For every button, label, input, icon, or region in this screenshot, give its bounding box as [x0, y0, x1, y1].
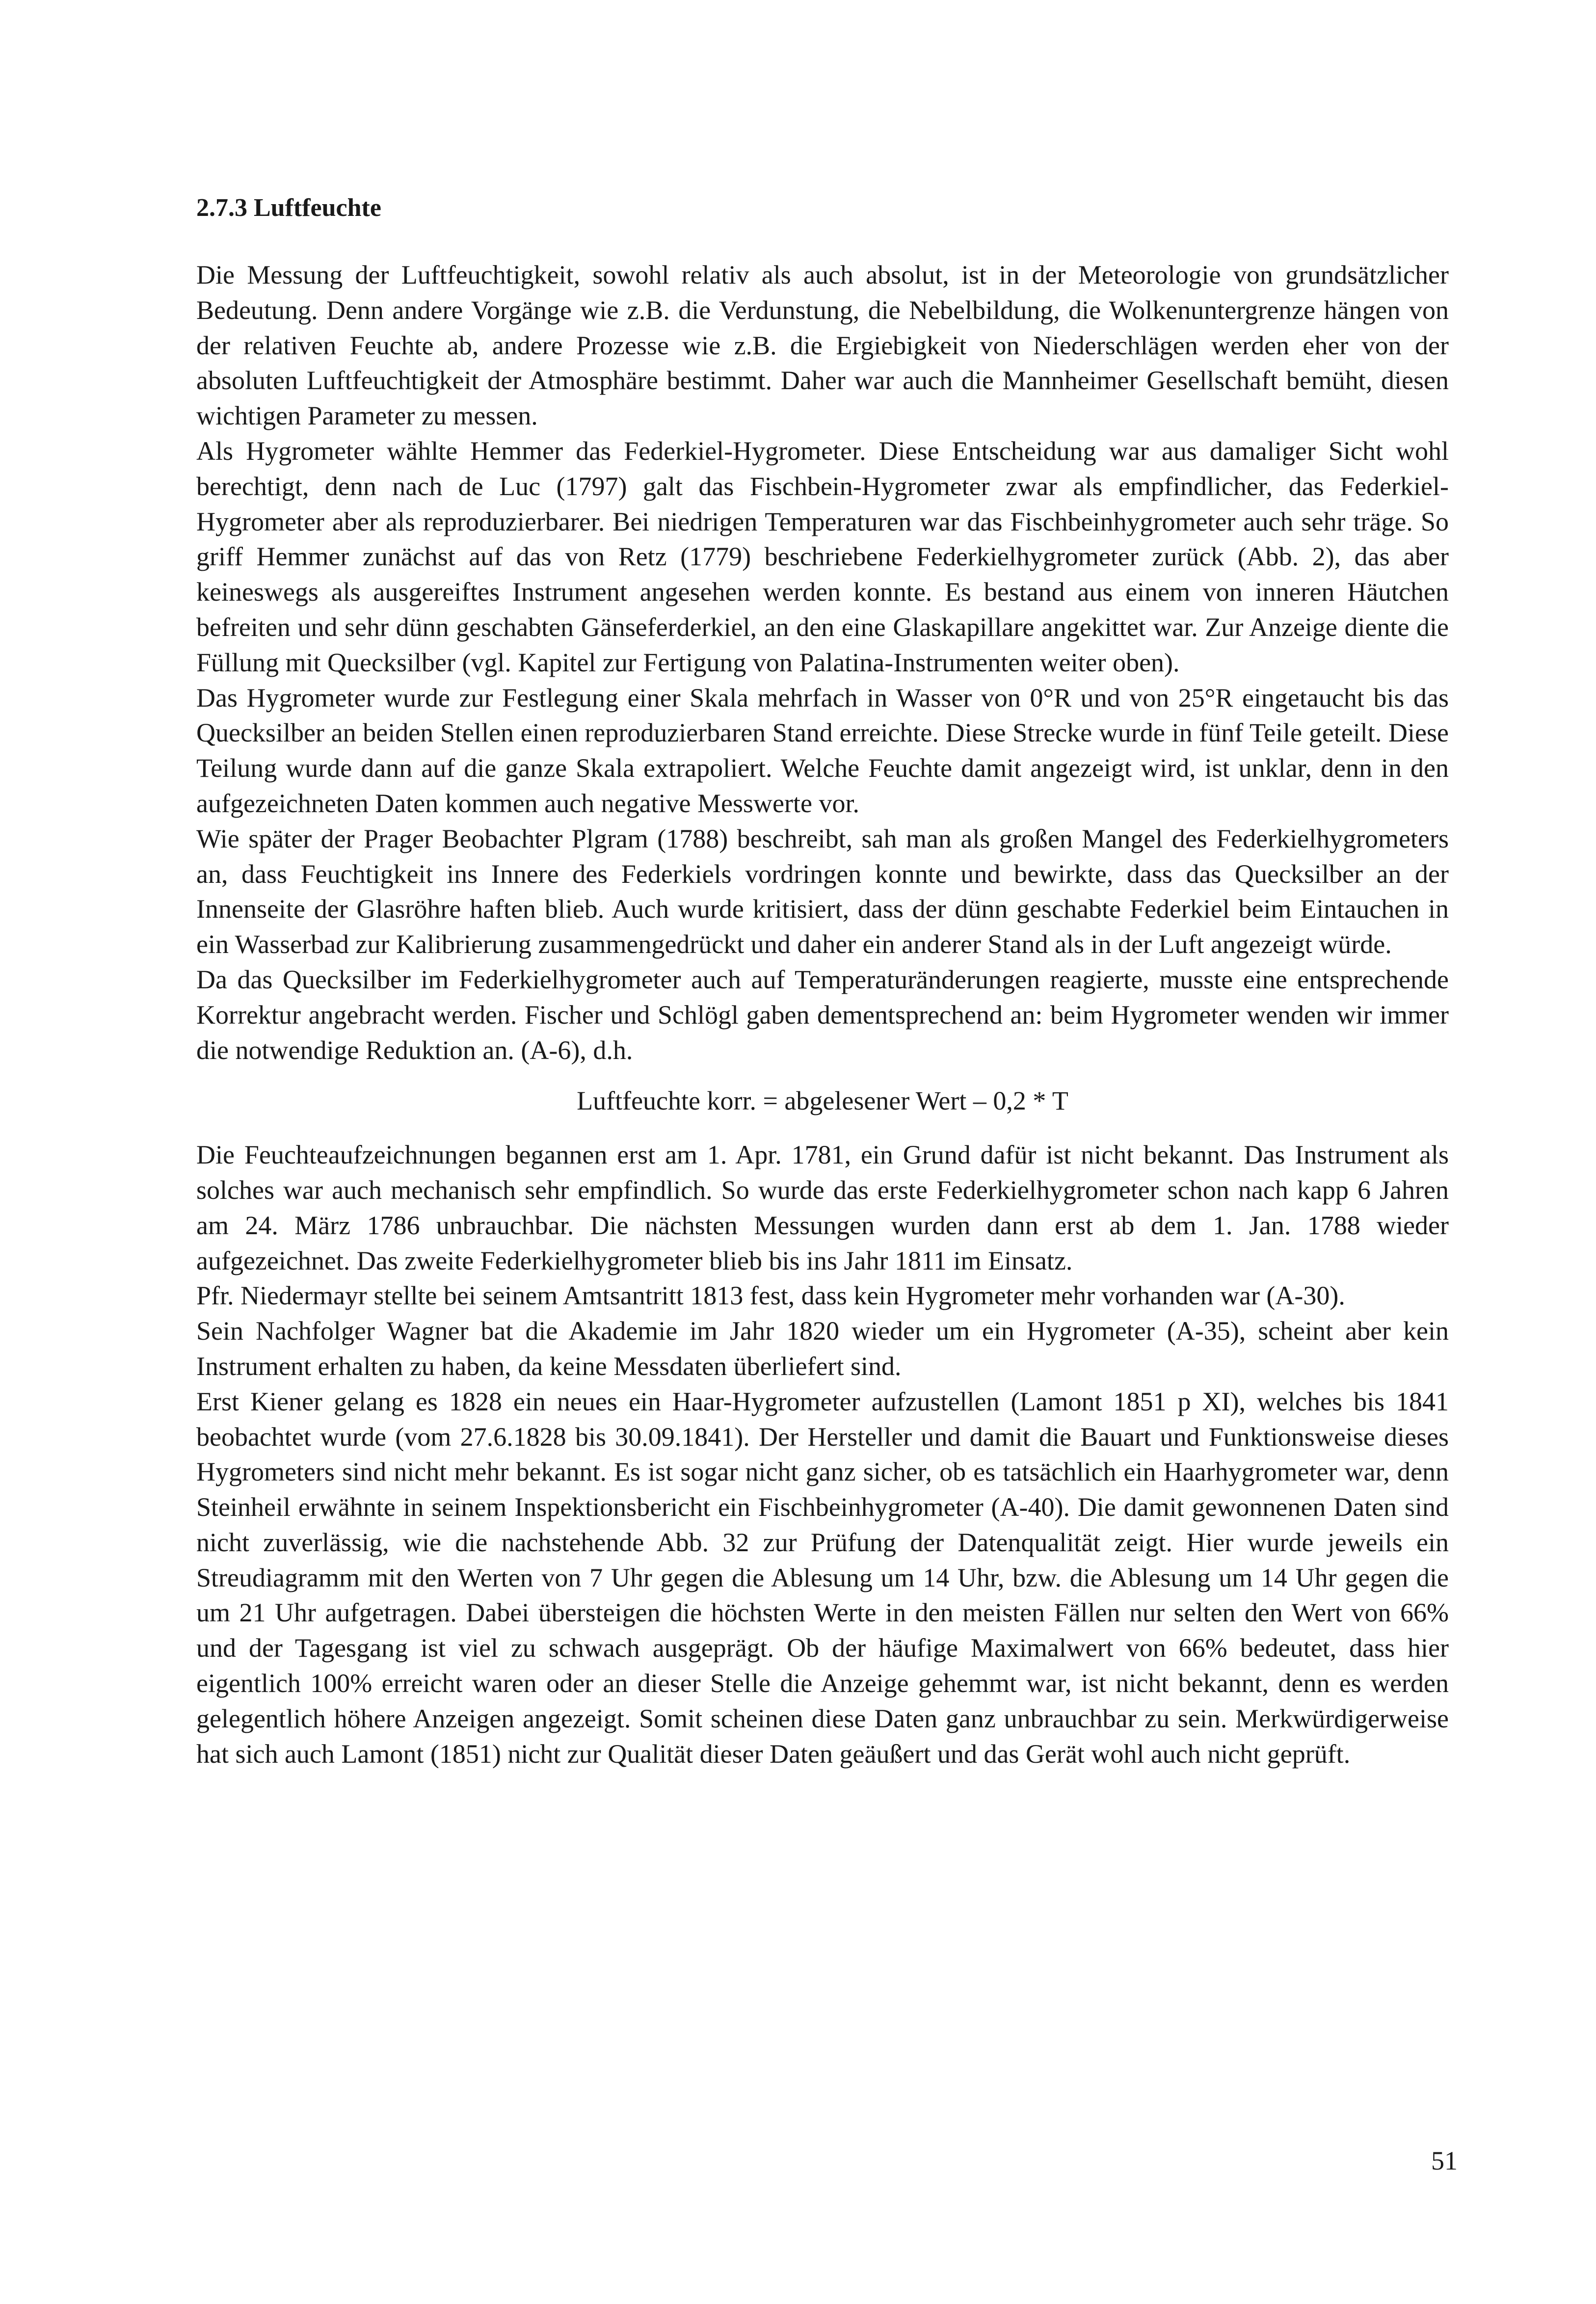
paragraph: Sein Nachfolger Wagner bat die Akademie im Jahr 1820 wieder um ein Hygrometer (A-35), scheint aber kein Instrument erhalten zu haben, da keine Messdaten überliefert sind.: [196, 1316, 1449, 1381]
paragraph: Da das Quecksilber im Federkielhygrometer auch auf Temperaturänderungen reagierte, musste eine entsprechende Korrektur angebracht werden. Fischer und Schlögl gaben dementsprechend an: beim Hygrometer wenden wir immer die notwendige Reduktion an. (A-6), d.h.: [196, 964, 1449, 1065]
paragraph: Die Messung der Luftfeuchtigkeit, sowohl relativ als auch absolut, ist in der Meteorologie von grundsätzlicher Bedeutung. Denn andere Vorgänge wie z.B. die Verdunstung, die Nebelbildung, die Wolkenuntergrenze hängen von der relativen Feuchte ab, andere Prozesse wie z.B. die Ergiebigkeit von Niederschlägen werden eher von der absoluten Luftfeuchtigkeit der Atmosphäre bestimmt. Daher war auch die Mannheimer Gesellschaft bemüht, diesen wichtigen Parameter zu messen.: [196, 260, 1449, 431]
paragraph: Pfr. Niedermayr stellte bei seinem Amtsantritt 1813 fest, dass kein Hygrometer mehr vorhanden war (A-30).: [196, 1281, 1345, 1311]
page-number: 51: [1431, 2146, 1458, 2175]
section-heading: 2.7.3 Luftfeuchte: [196, 194, 381, 222]
correction-formula: Luftfeuchte korr. = abgelesener Wert – 0,2 * T: [577, 1086, 1068, 1116]
paragraph: Die Feuchteaufzeichnungen begannen erst am 1. Apr. 1781, ein Grund dafür ist nicht bekannt. Das Instrument als solches war auch mechanisch sehr empfindlich. So wurde das erste Federkielhygrometer schon nach kapp 6 Jahren am 24. März 1786 unbrauchbar. Die nächsten Messungen wurden dann erst ab dem 1. Jan. 1788 wieder aufgezeichnet. Das zweite Federkielhygrometer blieb bis ins Jahr 1811 im Einsatz.: [196, 1140, 1449, 1275]
paragraph: Als Hygrometer wählte Hemmer das Federkiel-Hygrometer. Diese Entscheidung war aus damaliger Sicht wohl berechtigt, denn nach de Luc (1797) galt das Fischbein-Hygrometer zwar als empfindlicher, das Federkiel-Hygrometer aber als reproduzierbarer. Bei niedrigen Temperaturen war das Fischbeinhygrometer auch sehr träge. So griff Hemmer zunächst auf das von Retz (1779) beschriebene Federkielhygrometer zurück (Abb. 2), das aber keineswegs als ausgereiftes Instrument angesehen werden konnte. Es bestand aus einem von inneren Häutchen befreiten und sehr dünn geschabten Gänseferderkiel, an den eine Glaskapillare angekittet war. Zur Anzeige diente die Füllung mit Quecksilber (vgl. Kapitel zur Fertigung von Palatina-Instrumenten weiter oben).: [196, 436, 1449, 677]
paragraph: Erst Kiener gelang es 1828 ein neues ein Haar-Hygrometer aufzustellen (Lamont 1851 p XI), welches bis 1841 beobachtet wurde (vom 27.6.1828 bis 30.09.1841). Der Hersteller und damit die Bauart und Funktionsweise dieses Hygrometers sind nicht mehr bekannt. Es ist sogar nicht ganz sicher, ob es tatsächlich ein Haarhygrometer war, denn Steinheil erwähnte in seinem Inspektionsbericht ein Fischbeinhygrometer (A-40). Die damit gewonnenen Daten sind nicht zuverlässig, wie die nachstehende Abb. 32 zur Prüfung der Datenqualität zeigt. Hier wurde jeweils ein Streudiagramm mit den Werten von 7 Uhr gegen die Ablesung um 14 Uhr, bzw. die Ablesung um 14 Uhr gegen die um 21 Uhr aufgetragen. Dabei übersteigen die höchsten Werte in den meisten Fällen nur selten den Wert von 66% und der Tagesgang ist viel zu schwach ausgeprägt. Ob der häufige Maximalwert von 66% bedeutet, dass hier eigentlich 100% erreicht waren oder an dieser Stelle die Anzeige gehemmt war, ist nicht bekannt, denn es werden gelegentlich höhere Anzeigen angezeigt. Somit scheinen diese Daten ganz unbrauchbar zu sein. Merkwürdigerweise hat sich auch Lamont (1851) nicht zur Qualität dieser Daten geäußert und das Gerät wohl auch nicht geprüft.: [196, 1386, 1449, 1769]
body-text: [196, 258, 1449, 1772]
paragraph: Wie später der Prager Beobachter Plgram (1788) beschreibt, sah man als großen Mangel des Federkielhygrometers an, dass Feuchtigkeit ins Innere des Federkiels vordringen konnte und bewirkte, dass das Quecksilber an der Innenseite der Glasröhre haften blieb. Auch wurde kritisiert, dass der dünn geschabte Federkiel beim Eintauchen in ein Wasserbad zur Kalibrierung zusammengedrückt und daher ein anderer Stand als in der Luft angezeigt würde.: [196, 823, 1449, 959]
paragraph: Das Hygrometer wurde zur Festlegung einer Skala mehrfach in Wasser von 0°R und von 25°R eingetaucht bis das Quecksilber an beiden Stellen einen reproduzierbaren Stand erreichte. Diese Strecke wurde in fünf Teile geteilt. Diese Teilung wurde dann auf die ganze Skala extrapoliert. Welche Feuchte damit angezeigt wird, ist unklar, denn in den aufgezeichneten Daten kommen auch negative Messwerte vor.: [196, 683, 1449, 818]
